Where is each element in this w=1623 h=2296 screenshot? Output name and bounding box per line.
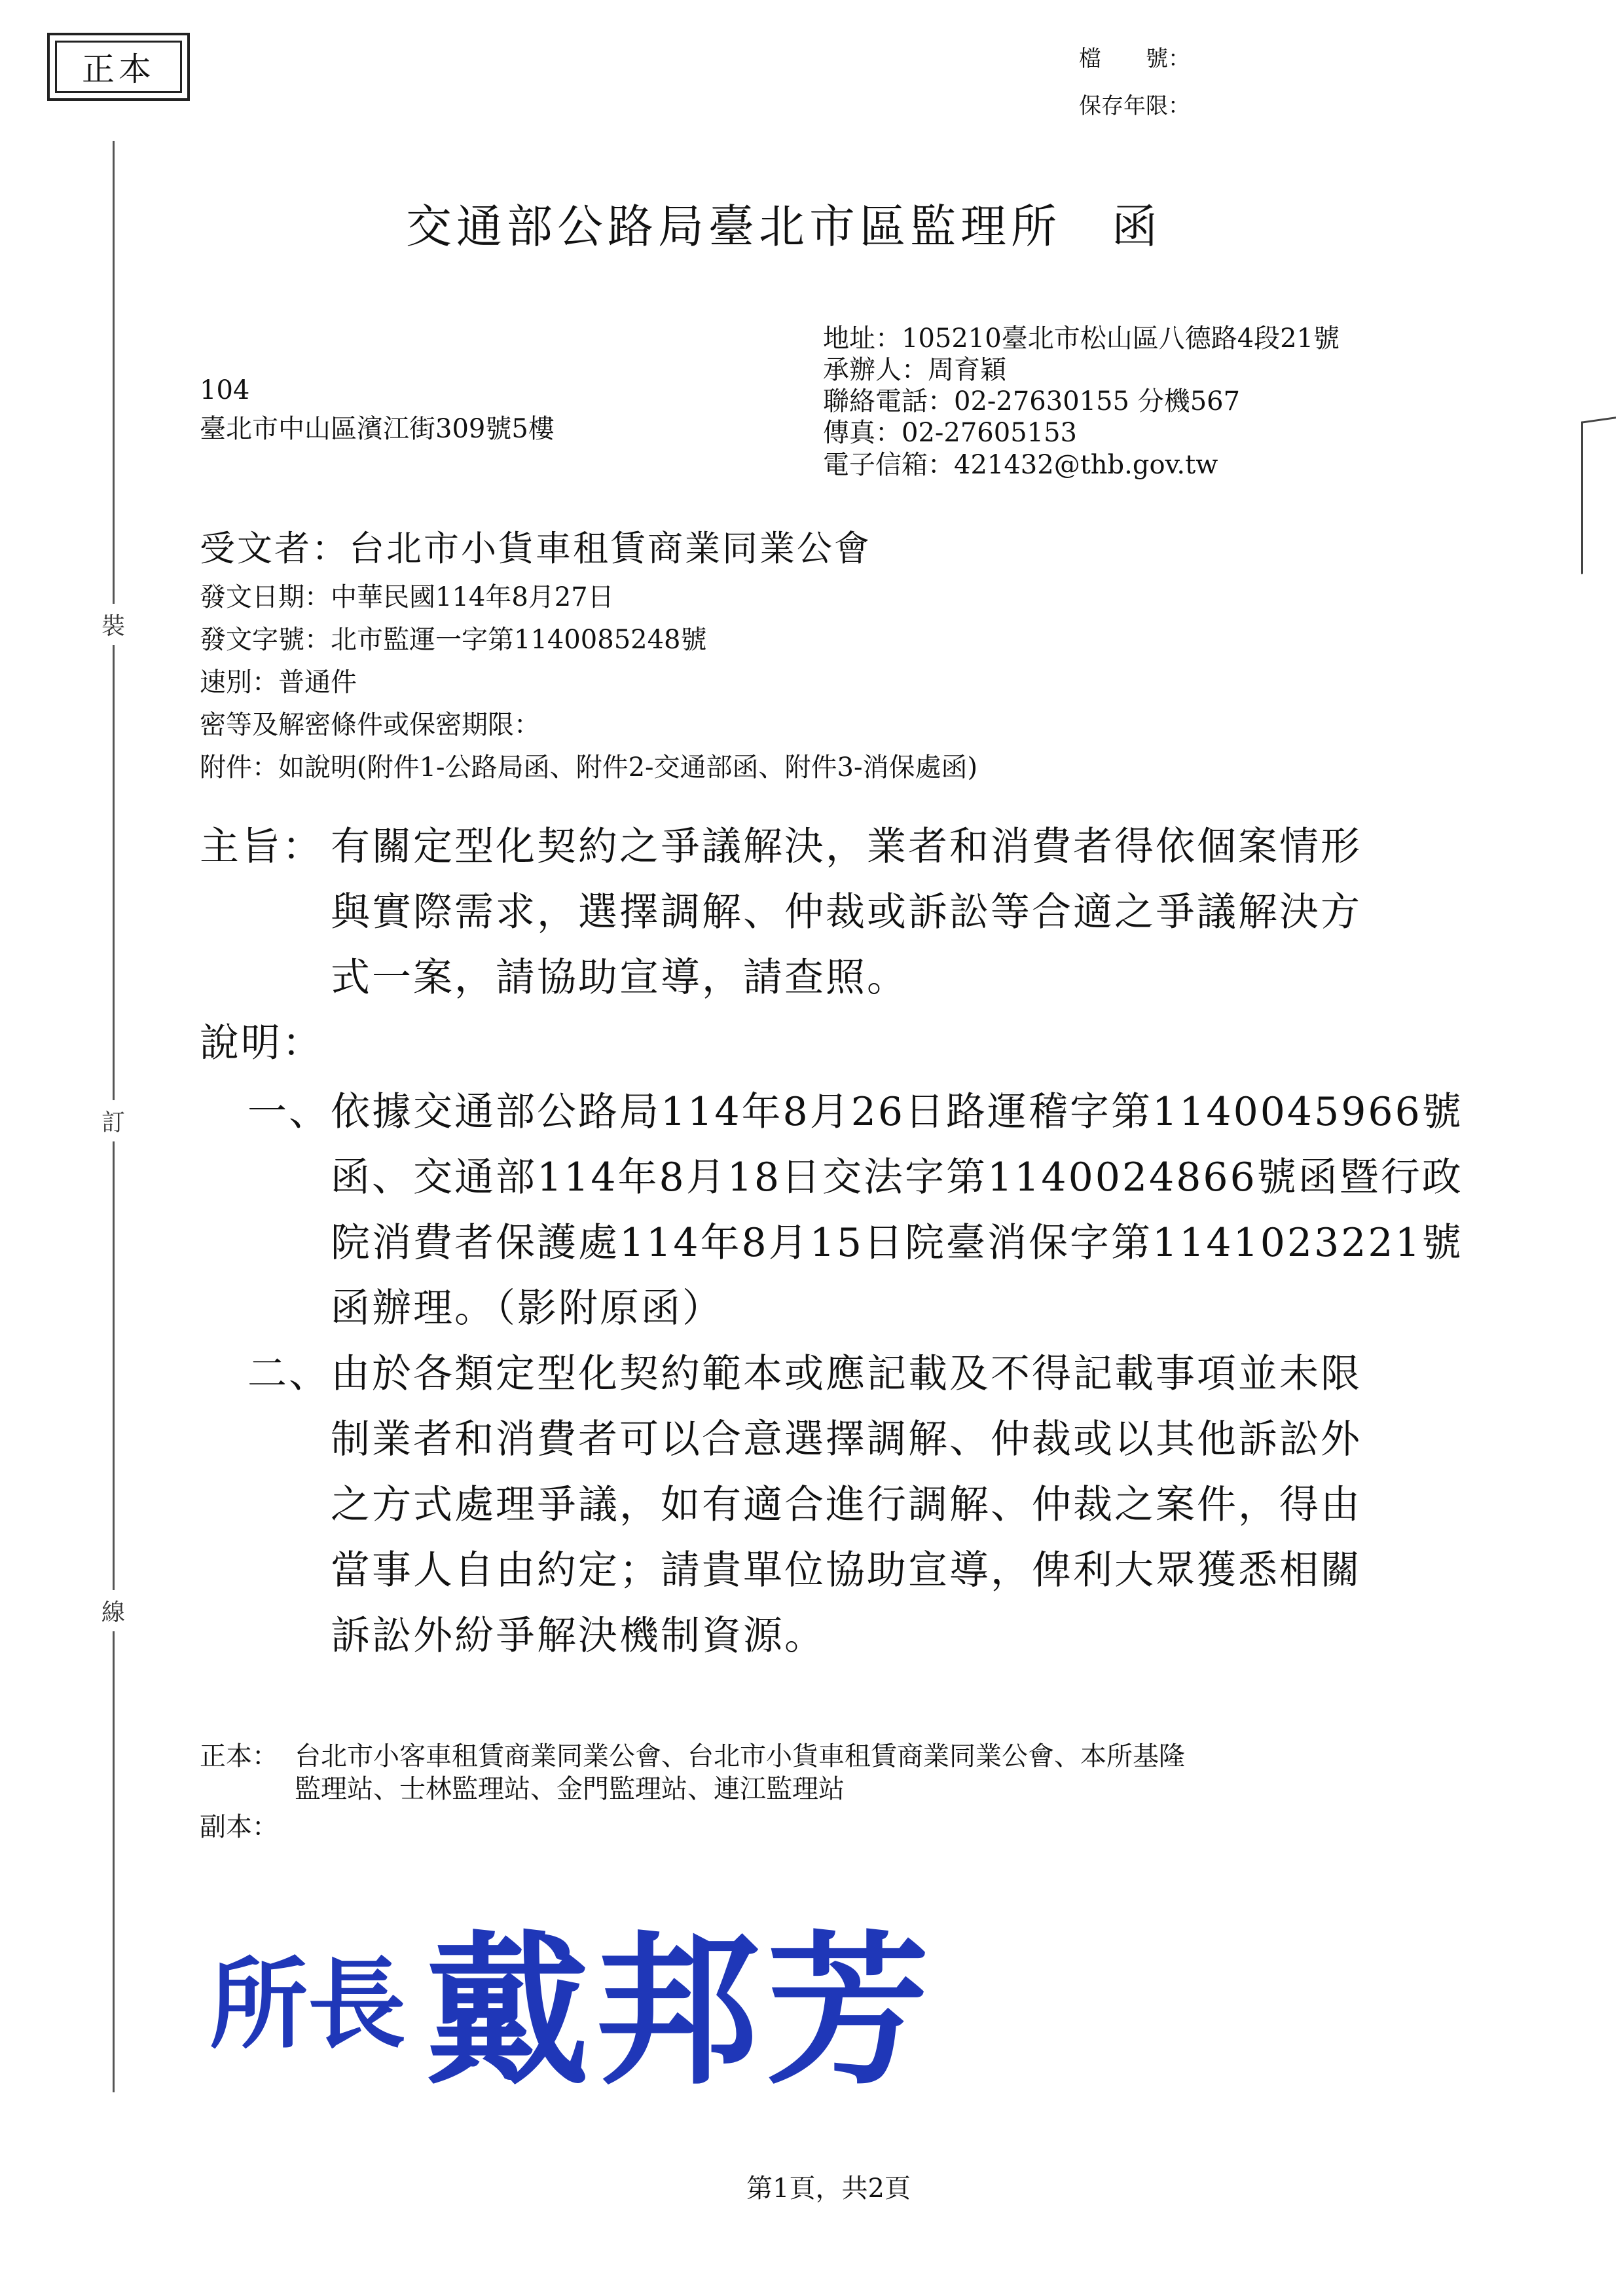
retention-period-label: 保存年限： [1079, 93, 1190, 119]
sender-address: 地址：105210臺北市松山區八德路4段21號 [823, 324, 1340, 354]
explanation-line: 由於各類定型化契約範本或應記載及不得記載事項並未限 [331, 1351, 1362, 1397]
explanation-line: 依據交通部公路局114年8月26日路運稽字第1140045966號 [331, 1089, 1463, 1135]
binding-mark-xian: 線 [100, 1590, 126, 1631]
explanation-line: 函辦理。（影附原函） [331, 1286, 723, 1331]
subject-line: 式一案，請協助宣導，請查照。 [331, 955, 908, 1001]
explanation-item-number: 二、 [247, 1351, 330, 1397]
page-number: 第1頁，共2頁 [746, 2174, 911, 2204]
secrecy-level: 密等及解密條件或保密期限： [200, 710, 540, 740]
explanation-line: 當事人自由約定；請貴單位協助宣導，俾利大眾獲悉相關 [331, 1547, 1362, 1593]
sender-email: 電子信箱：421432@thb.gov.tw [823, 450, 1218, 480]
original-copy-label: 正本 [55, 41, 182, 93]
recipient-street: 臺北市中山區濱江街309號5樓 [200, 414, 555, 444]
document-number: 發文字號：北市監運一字第1140085248號 [200, 625, 707, 655]
main-recipients-line: 台北市小客車租賃商業同業公會、台北市小貨車租賃商業同業公會、本所基隆 [295, 1741, 1185, 1771]
sender-fax: 傳真：02-27605153 [823, 418, 1078, 448]
explanation-item-number: 一、 [247, 1089, 330, 1135]
cc-label: 副本： [200, 1812, 278, 1842]
main-recipients-label: 正本： [200, 1741, 278, 1771]
original-copy-stamp [47, 33, 190, 101]
subject-line: 與實際需求，選擇調解、仲裁或訴訟等合適之爭議解決方 [331, 889, 1362, 935]
scan-edge-mark [1581, 417, 1616, 574]
explanation-line: 訴訟外紛爭解決機制資源。 [331, 1613, 826, 1659]
explanation-line: 函、交通部114年8月18日交法字第1140024866號函暨行政 [331, 1155, 1463, 1200]
signature-title: 所長 [210, 1948, 407, 2062]
binding-mark-zhuang: 裝 [100, 604, 126, 645]
delivery-speed: 速別：普通件 [200, 667, 357, 697]
explanation-line: 之方式處理爭議，如有適合進行調解、仲裁之案件，得由 [331, 1482, 1362, 1528]
document-title: 交通部公路局臺北市區監理所 函 [406, 200, 1162, 253]
recipient: 受文者：台北市小貨車租賃商業同業公會 [200, 528, 871, 569]
signature-name: 戴邦芳 [426, 1916, 936, 2107]
binding-mark-ding: 訂 [100, 1100, 126, 1141]
file-number-label: 檔 號： [1079, 46, 1190, 72]
explanation-line: 院消費者保護處114年8月15日院臺消保字第1141023221號 [331, 1220, 1463, 1266]
attachments: 附件：如說明(附件1-公路局函、附件2-交通部函、附件3-消保處函) [200, 752, 978, 783]
subject-line: 有關定型化契約之爭議解決，業者和消費者得依個案情形 [331, 824, 1362, 870]
issue-date: 發文日期：中華民國114年8月27日 [200, 582, 614, 612]
subject-label: 主旨： [200, 824, 323, 870]
sender-phone: 聯絡電話：02-27630155 分機567 [823, 386, 1241, 417]
sender-handler: 承辦人：周育穎 [823, 355, 1006, 385]
main-recipients-line: 監理站、士林監理站、金門監理站、連江監理站 [295, 1774, 845, 1804]
explanation-label: 說明： [200, 1020, 323, 1066]
recipient-zip: 104 [200, 375, 250, 405]
explanation-line: 制業者和消費者可以合意選擇調解、仲裁或以其他訴訟外 [331, 1416, 1362, 1462]
